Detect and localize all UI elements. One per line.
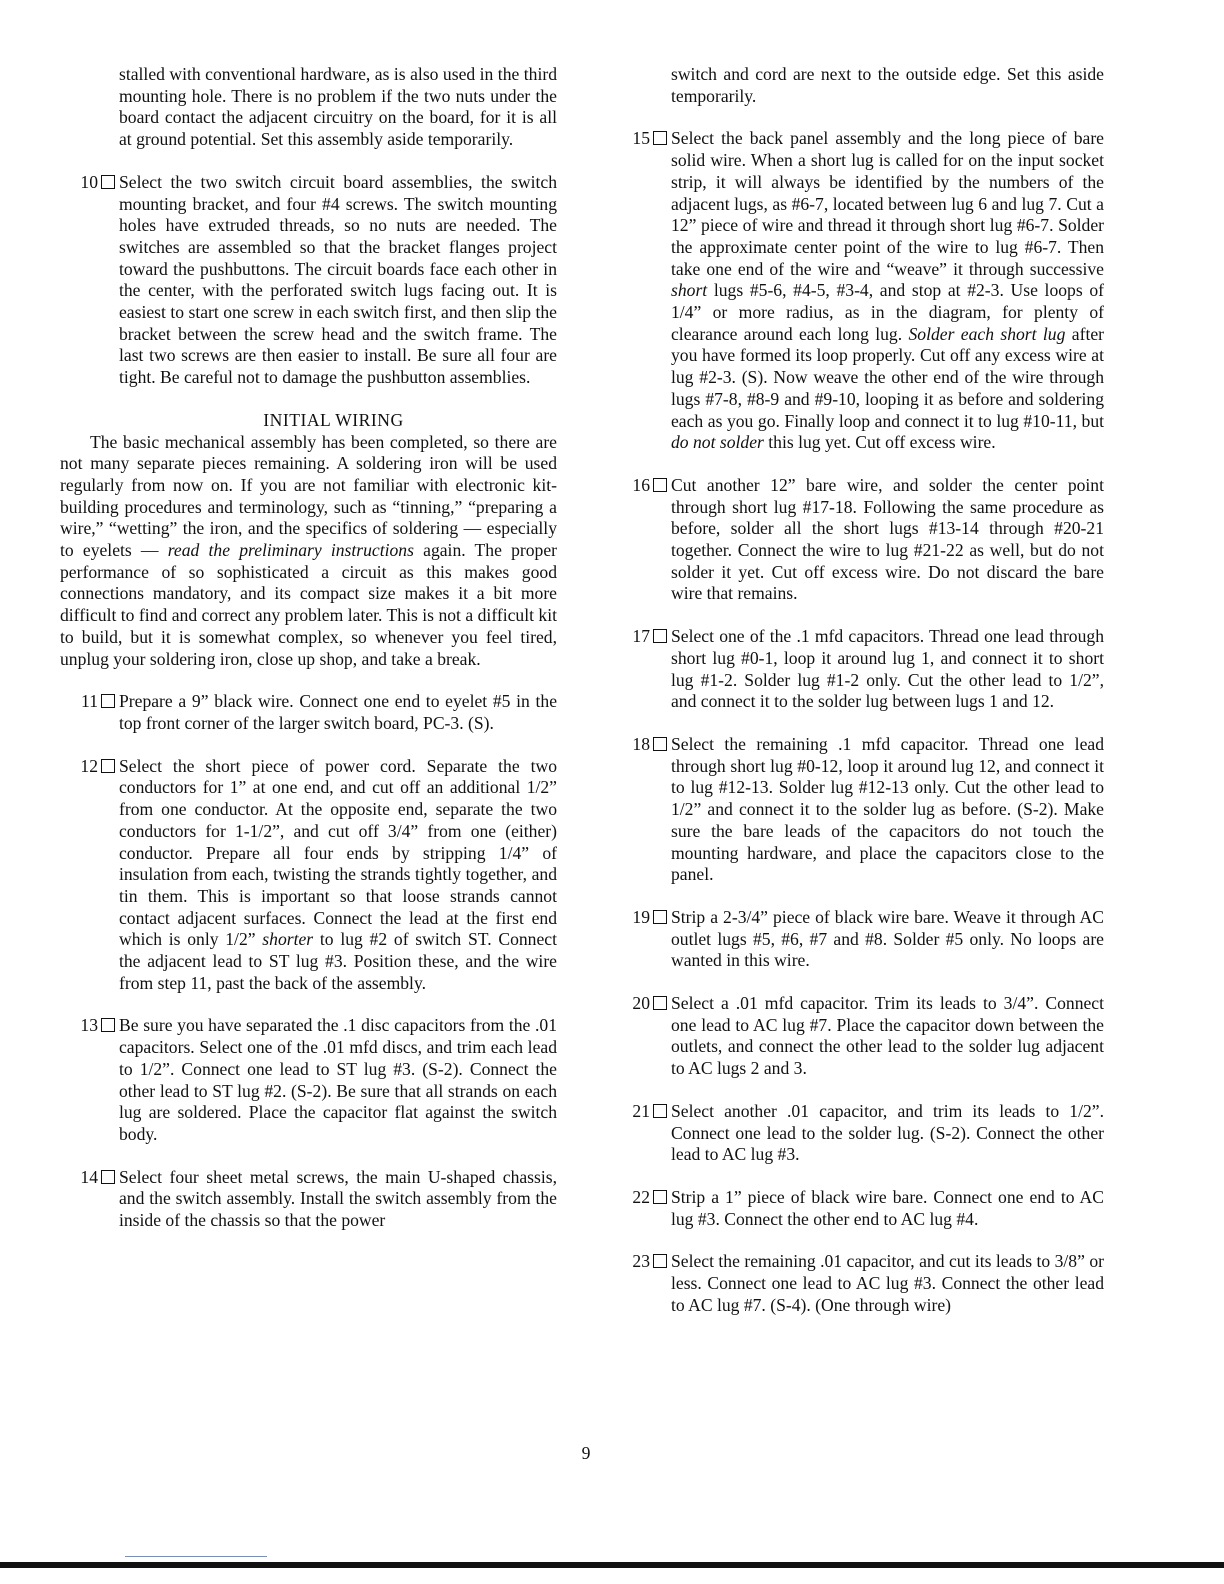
- emphasis-text: shorter: [262, 929, 314, 950]
- step-number: 16: [632, 474, 650, 495]
- step-text: Select the remaining .1 mfd capacitor. Thread one lead through short lug #0-12, loop it around lug 12, and connect it to lug #12-13. Solder lug #12-13 only. Cut the other lead to 1/2” and connect it to the solder lug as before. (S-2). Make sure the bare leads of the capacitors do not touch the mounting hardware, and place the capacitors close to the panel.: [671, 733, 1104, 885]
- step-number: 18: [632, 733, 650, 754]
- step-18: [612, 734, 1104, 886]
- checkbox-icon[interactable]: [653, 737, 667, 751]
- step-text: Prepare a 9” black wire. Connect one end to eyelet #5 in the top front corner of the larger switch board, PC-3. (S).: [119, 691, 557, 733]
- step-number: 14: [80, 1166, 98, 1187]
- step-text: Be sure you have separated the .1 disc capacitors from the .01 capacitors. Select one of the .01 mfd discs, and trim each lead to 1/2”. Connect one lead to ST lug #3. (S-2). Connect the other lead to ST lug #2. (S-2). Be sure that all strands on each lug are soldered. Place the capacitor flat against the switch body.: [119, 1015, 557, 1144]
- step-number: 19: [632, 906, 650, 927]
- bottom-rule: [0, 1562, 1224, 1568]
- emphasis-text: short: [671, 280, 708, 301]
- step-text: Select one of the .1 mfd capacitors. Thread one lead through short lug #0-1, loop it around lug 1, and connect it to short lug #1-2. Solder lug #1-2 only. Cut the other lead to 1/2”, and connect it to the solder lug between lugs 1 and 12.: [671, 626, 1104, 712]
- checkbox-icon[interactable]: [101, 759, 115, 773]
- step-22: [612, 1187, 1104, 1230]
- checkbox-icon[interactable]: [653, 1254, 667, 1268]
- step-text: Strip a 1” piece of black wire bare. Connect one end to AC lug #3. Connect the other end to AC lug #4.: [671, 1186, 1104, 1229]
- checkbox-icon[interactable]: [101, 175, 115, 189]
- step-text: Select four sheet metal screws, the main U-shaped chassis, and the switch assembly. Install the switch assembly from the inside of the chassis so that the power: [119, 1166, 557, 1231]
- step-14: [60, 1167, 557, 1232]
- emphasis-text: read the preliminary instructions: [167, 540, 414, 561]
- step-number: 13: [80, 1015, 98, 1036]
- step-text: Select a .01 mfd capacitor. Trim its leads to 3/4”. Connect one lead to AC lug #7. Place the capacitor down between the outlets, and connect the other lead to the solder lug adjacent to AC lugs 2 and 3.: [671, 993, 1104, 1079]
- intro-paragraph: The basic mechanical assembly has been completed, so there are not many separate pieces remaining. A soldering iron will be used regularly from now on. If you are not familiar with electronic kit-building procedures and terminology, such as “tinning,” “preparing a wire,” “wetting” the iron, and the specifics of soldering — especially to eyelets — read the preliminary instructions again. The proper performance of so sophisticated a circuit as this makes good connections mandatory, and its compact size makes it a bit more difficult to find and correct any problem later. This is not a difficult kit to build, but it is somewhat complex, so whenever you feel tired, unplug your soldering iron, close up shop, and take a break.: [60, 431, 557, 669]
- emphasis-text: do not solder: [671, 432, 764, 453]
- step-number: 22: [632, 1186, 650, 1207]
- step-number: 20: [632, 993, 650, 1014]
- left-column: [60, 64, 557, 1232]
- checkbox-icon[interactable]: [653, 131, 667, 145]
- right-continuation-text: switch and cord are next to the outside edge. Set this aside temporarily.: [671, 64, 1104, 106]
- emphasis-text: Solder each short lug: [908, 323, 1066, 344]
- step-21: [612, 1101, 1104, 1166]
- step-16: [612, 475, 1104, 605]
- step-number: 12: [80, 755, 98, 776]
- step-10: [60, 172, 557, 389]
- step-20: [612, 993, 1104, 1080]
- step-12: [60, 756, 557, 995]
- step-text: Select the two switch circuit board assemblies, the switch mounting bracket, and four #4 screws. The switch mounting holes have extruded threads, so no nuts are needed. The switches are assembled so that the bracket flanges project toward the pushbuttons. The circuit boards face each other in the center, with the perforated switch lugs facing out. It is easiest to start one screw in each switch first, and then slip the bracket between the screw head and the switch frame. The last two screws are then easier to install. Be sure all four are tight. Be careful not to damage the pushbutton assemblies.: [119, 171, 557, 388]
- step-text: Select another .01 capacitor, and trim its leads to 1/2”. Connect one lead to the solder lug. (S-2). Connect the other lead to AC lug #3.: [671, 1100, 1104, 1165]
- step-text: Select the remaining .01 capacitor, and cut its leads to 3/8” or less. Connect one lead to AC lug #3. Connect the other lead to AC lug #7. (S-4). (One through wire): [671, 1251, 1104, 1315]
- right-column: [612, 64, 1104, 1316]
- step-number: 10: [80, 171, 98, 192]
- step-23: [612, 1251, 1104, 1316]
- checkbox-icon[interactable]: [101, 1170, 115, 1184]
- step-number: 23: [632, 1251, 650, 1272]
- step-text: Cut another 12” bare wire, and solder the center point through short lug #17-18. Following the same procedure as before, solder all the short lugs #13-14 through #20-21 together. Connect the wire to lug #21-22 as well, but do not solder it yet. Cut off excess wire. Do not discard the bare wire that remains.: [671, 474, 1104, 604]
- checkbox-icon[interactable]: [653, 1104, 667, 1118]
- bottom-mark: [125, 1556, 267, 1557]
- step-text: Strip a 2-3/4” piece of black wire bare. Weave it through AC outlet lugs #5, #6, #7 and #8. Solder #5 only. No loops are wanted in this wire.: [671, 906, 1104, 971]
- checkbox-icon[interactable]: [653, 478, 667, 492]
- checkbox-icon[interactable]: [653, 996, 667, 1010]
- checkbox-icon[interactable]: [101, 694, 115, 708]
- page-number: 9: [581, 1443, 591, 1463]
- checkbox-icon[interactable]: [653, 910, 667, 924]
- step-text: Select the back panel assembly and the long piece of bare solid wire. When a short lug is called for on the input socket strip, it will always be identified by the numbers of the adjacent lugs, as #6-7, located between lug 6 and lug 7. Cut a 12” piece of wire and thread it through short lug #6-7. Solder the approximate center point of the wire to lug #6-7. Then take one end of the wire and “weave” it through successive short lugs #5-6, #4-5, #3-4, and stop at #2-3. Use loops of 1/4” or more radius, as in the diagram, for plenty of clearance around each long lug. Solder each short lug after you have formed its loop properly. Cut off any excess wire at lug #2-3. (S). Now weave the other end of the wire through lugs #7-8, #8-9 and #9-10, looping it as before and soldering each as you go. Finally loop and connect it to lug #10-11, but do not solder this lug yet. Cut off excess wire.: [671, 128, 1104, 453]
- step-text: Select the short piece of power cord. Separate the two conductors for 1” at one end, and cut off an additional 1/2” from one conductor. At the opposite end, separate the two conductors for 1-1/2”, and cut off 3/4” from one (either) conductor. Prepare all four ends by stripping 1/4” of insulation from each, twisting the strands tightly together, and tin them. This is important so that loose strands cannot contact adjacent surfaces. Connect the lead at the first end which is only 1/2” shorter to lug #2 of switch ST. Connect the adjacent lead to ST lug #3. Position these, and the wire from step 11, past the back of the assembly.: [119, 755, 557, 993]
- step-11: [60, 691, 557, 734]
- step-15: [612, 128, 1104, 454]
- step-17: [612, 626, 1104, 713]
- step-number: 11: [81, 691, 98, 712]
- step-13: [60, 1015, 557, 1145]
- checkbox-icon[interactable]: [653, 629, 667, 643]
- section-heading: INITIAL WIRING: [263, 409, 404, 430]
- step-number: 17: [632, 626, 650, 647]
- step-number: 21: [632, 1100, 650, 1121]
- checkbox-icon[interactable]: [101, 1018, 115, 1032]
- checkbox-icon[interactable]: [653, 1190, 667, 1204]
- step-19: [612, 907, 1104, 972]
- left-continuation-text: stalled with conventional hardware, as is also used in the third mounting hole. There is no problem if the two nuts under the board contact the adjacent circuitry on the board, for it is all at ground potential. Set this assembly aside temporarily.: [119, 64, 557, 150]
- step-number: 15: [632, 128, 650, 149]
